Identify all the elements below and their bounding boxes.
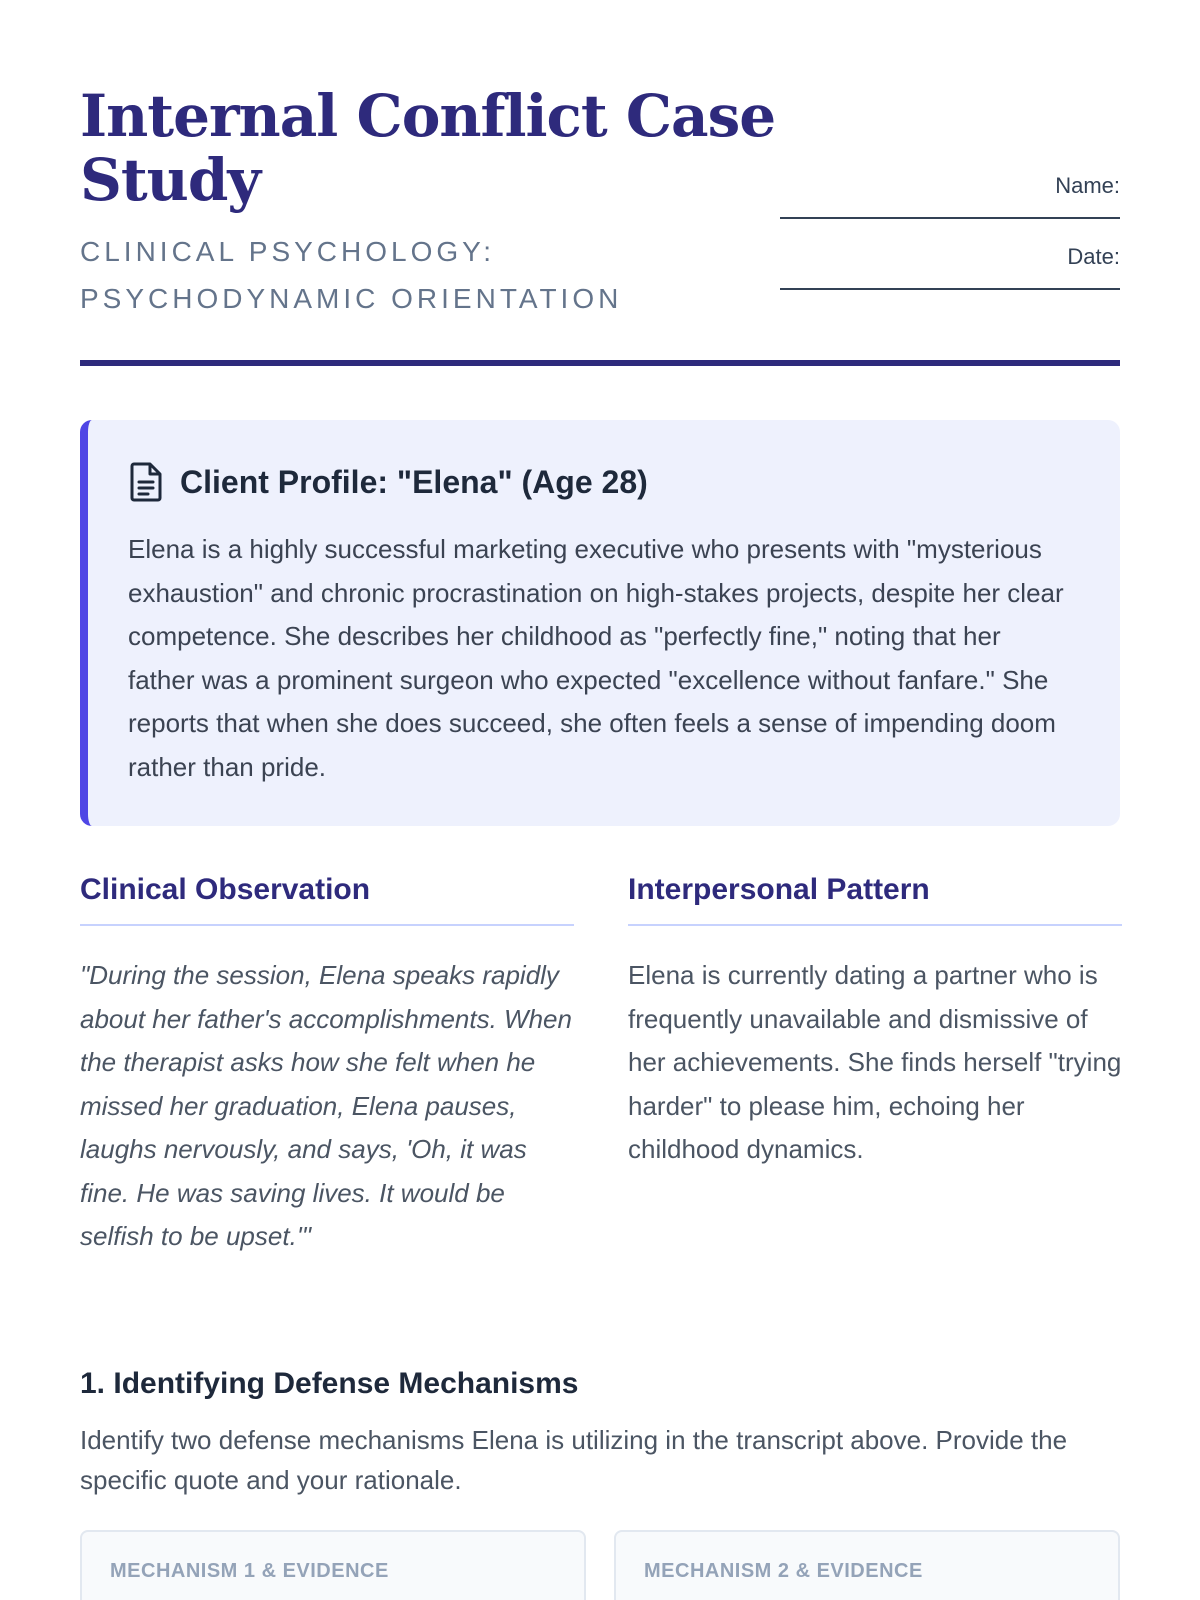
name-label: Name:	[1055, 173, 1120, 198]
mechanism-1-label: MECHANISM 1 & EVIDENCE	[110, 1560, 389, 1582]
date-label: Date:	[1067, 244, 1120, 269]
mechanism-2-label: MECHANISM 2 & EVIDENCE	[644, 1560, 923, 1582]
clinical-observation-column	[80, 868, 574, 1259]
defense-mechanisms-section	[80, 1364, 1120, 1500]
answer-cards	[80, 1530, 1120, 1600]
mechanism-1-answer-box[interactable]	[80, 1530, 586, 1600]
worksheet-header	[80, 0, 1120, 368]
interpersonal-pattern-column	[628, 868, 1122, 1172]
student-info	[780, 172, 1120, 314]
column-divider	[628, 924, 1122, 926]
client-profile-card	[80, 420, 1120, 826]
date-field[interactable]	[780, 288, 1120, 290]
interpersonal-pattern-heading: Interpersonal Pattern	[628, 873, 930, 906]
clinical-observation-quote: "During the session, Elena speaks rapidly about her father's accomplishments. When the therapist asks how she felt when he missed her graduation, Elena pauses, laughs nervously, and says, 'Oh, it was fine. He was saving lives. It would be selfish to be upset.'"	[80, 960, 572, 1251]
page-title: Internal Conflict Case Study	[80, 82, 776, 214]
page-subtitle: CLINICAL PSYCHOLOGY: PSYCHODYNAMIC ORIENTATION	[80, 236, 623, 314]
interpersonal-pattern-text: Elena is currently dating a partner who is frequently unavailable and dismissive of her achievements. She finds herself "trying harder" to please him, echoing her childhood dynamics.	[628, 960, 1122, 1164]
client-profile-title: Client Profile: "Elena" (Age 28)	[180, 463, 648, 500]
client-profile-text: Elena is a highly successful marketing executive who presents with "mysterious exhaustion" and chronic procrastination on high-stakes projects, despite her clear competence. She describes her childhood as "perfectly fine," noting that her father was a prominent surgeon who expected "excellence without fanfare." She reports that when she does succeed, she often feels a sense of impending doom rather than pride.	[128, 534, 1064, 782]
clinical-observation-heading: Clinical Observation	[80, 873, 371, 906]
name-field[interactable]	[780, 217, 1120, 219]
section-title: 1. Identifying Defense Mechanisms	[80, 1367, 579, 1400]
worksheet-page	[80, 0, 1122, 1582]
header-divider	[80, 360, 1120, 366]
mechanism-2-answer-box[interactable]	[614, 1530, 1120, 1600]
client-profile-header	[128, 462, 1080, 502]
document-icon	[128, 462, 164, 502]
column-divider	[80, 924, 574, 926]
section-instructions: Identify two defense mechanisms Elena is utilizing in the transcript above. Provide the specific quote and your rationale.	[80, 1425, 1068, 1495]
